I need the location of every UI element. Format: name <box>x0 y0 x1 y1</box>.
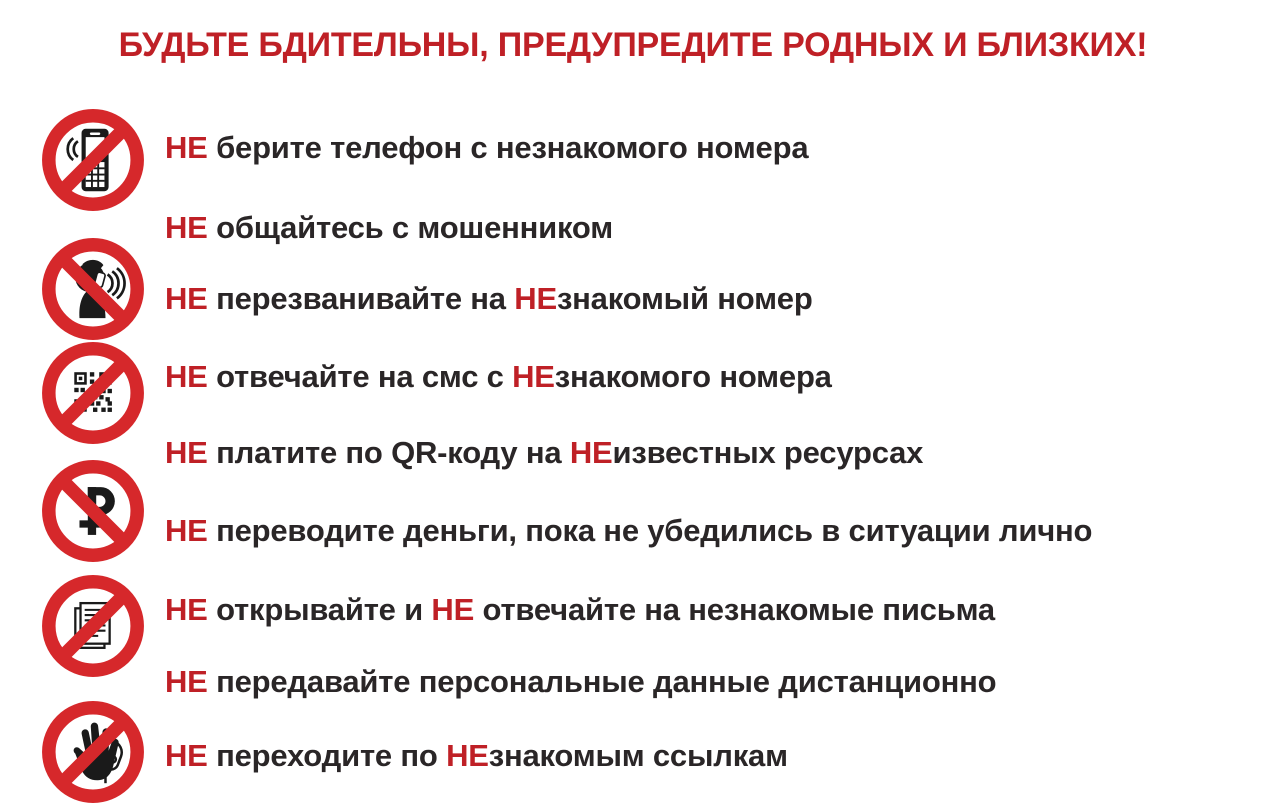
rule-segment: общайтесь с мошенником <box>216 210 613 245</box>
rule-text <box>165 359 1256 395</box>
rule-ne-highlight: НЕ <box>165 281 217 316</box>
rule-text <box>165 664 1256 700</box>
rule-segment: переводите деньги, пока не убедились в ситуации лично <box>216 513 1093 548</box>
rule-segment: открывайте и <box>216 592 432 627</box>
rule-text <box>165 513 1256 549</box>
rule-ne-highlight: НЕ <box>165 592 217 627</box>
rule-segment: известных ресурсах <box>612 435 924 470</box>
rule-ne-highlight: НЕ <box>165 435 217 470</box>
rule-text <box>165 435 1256 471</box>
rule-segment: отвечайте на смс с <box>216 359 513 394</box>
poster-title: БУДЬТЕ БДИТЕЛЬНЫ, ПРЕДУПРЕДИТЕ РОДНЫХ И БЛИЗКИХ! <box>118 26 1148 64</box>
rule-ne-highlight: НЕ <box>165 664 217 699</box>
rule-text <box>165 738 1256 774</box>
rule-ne-highlight: НЕ <box>512 359 555 394</box>
rule-segment: отвечайте на незнакомые письма <box>482 592 995 627</box>
rule-ne-highlight: НЕ <box>569 435 613 470</box>
rule-segment: знакомый номер <box>556 281 813 316</box>
rule-ne-highlight: НЕ <box>165 513 217 548</box>
rule-ne-highlight: НЕ <box>514 281 557 316</box>
rule-text <box>165 210 1256 246</box>
rule-ne-highlight: НЕ <box>446 738 489 773</box>
rule-segment: платите по QR-коду на <box>216 435 570 470</box>
rule-segment: перезванивайте на <box>216 281 515 316</box>
rule-text <box>165 130 1256 166</box>
rule-ne-highlight: НЕ <box>165 210 217 245</box>
rule-text <box>165 592 1256 628</box>
rule-ne-highlight: НЕ <box>165 738 217 773</box>
rule-segment: знакомым ссылкам <box>488 738 788 773</box>
rule-segment: знакомого номера <box>554 359 832 394</box>
rule-segment: переходите по <box>216 738 447 773</box>
rule-ne-highlight: НЕ <box>431 592 483 627</box>
rule-ne-highlight: НЕ <box>165 130 217 165</box>
rule-segment: берите телефон с незнакомого номера <box>216 130 809 165</box>
rule-text <box>165 281 1256 317</box>
rule-segment: передавайте персональные данные дистанционно <box>216 664 997 699</box>
rule-ne-highlight: НЕ <box>165 359 217 394</box>
